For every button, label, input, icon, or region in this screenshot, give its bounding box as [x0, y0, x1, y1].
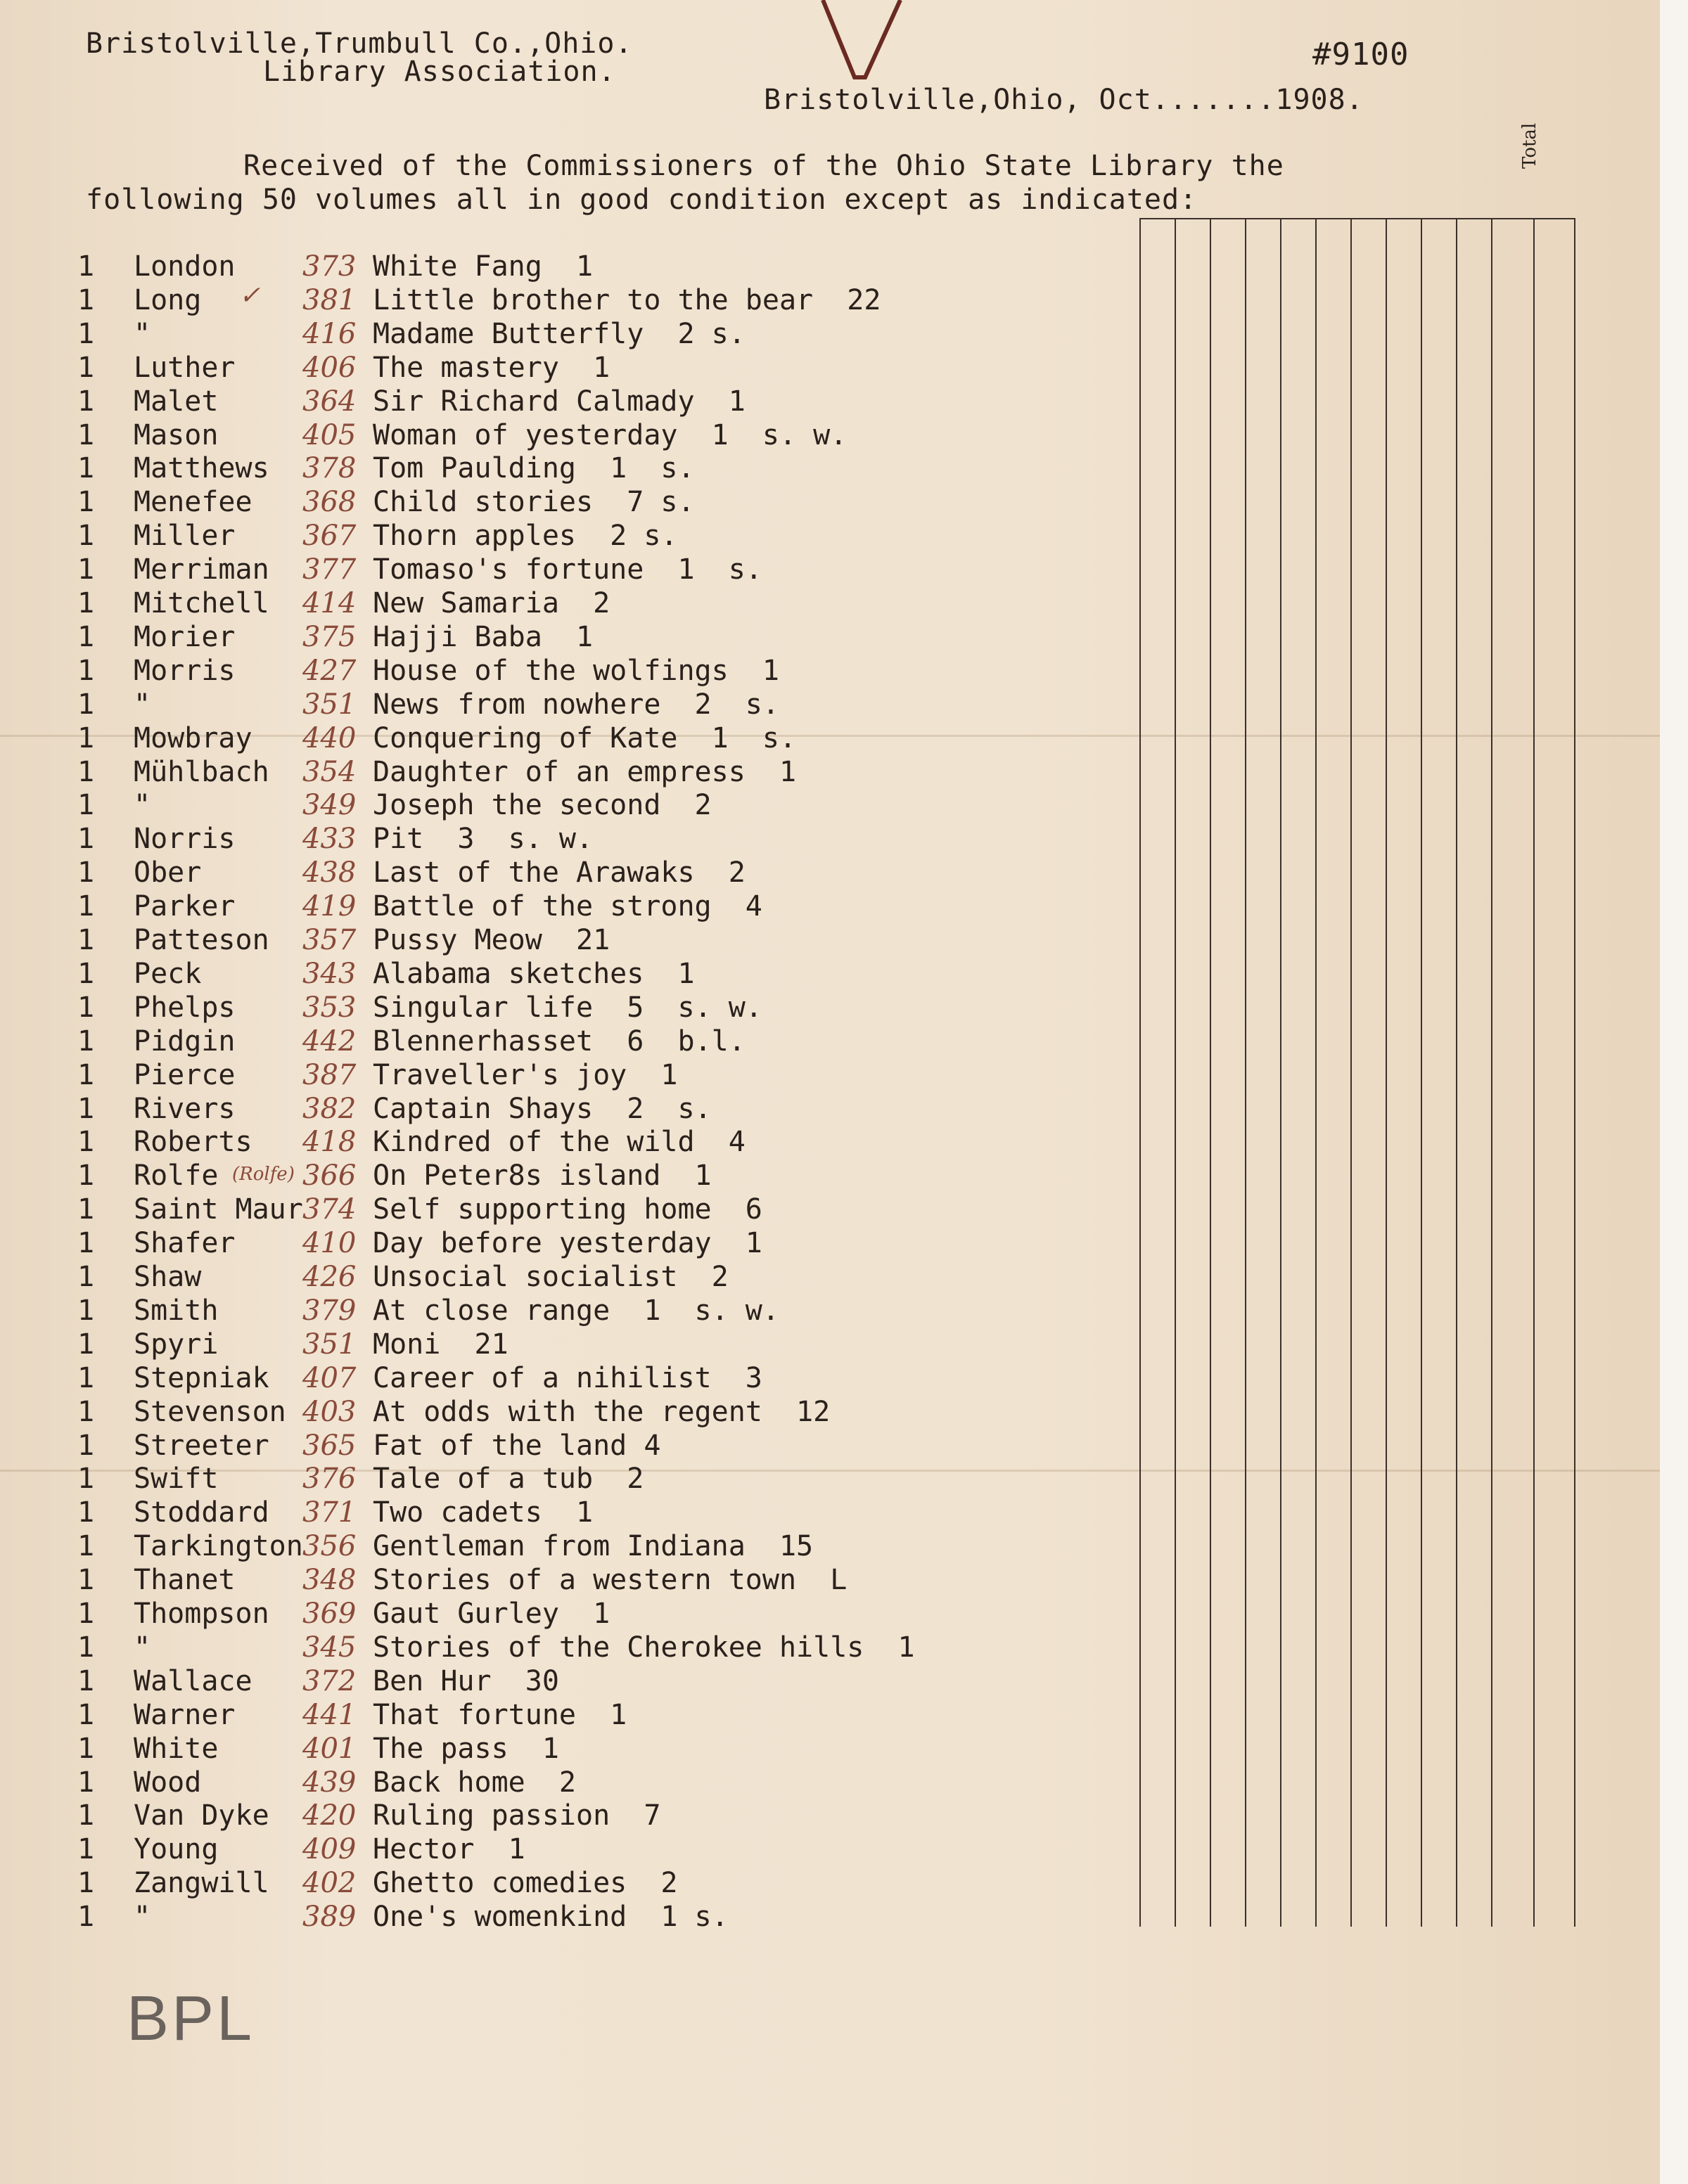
entry-accession-number: 439 [302, 1766, 357, 1799]
grid-column-line [1533, 218, 1535, 1927]
list-item [77, 1529, 1132, 1563]
list-item [77, 620, 1132, 654]
entry-accession-number: 406 [302, 352, 357, 384]
entry-quantity: 1 [77, 1530, 95, 1562]
entry-title: That fortune 1 [373, 1699, 627, 1731]
entry-author: Morris [134, 655, 236, 687]
entry-accession-number: 389 [302, 1901, 357, 1933]
entry-author: Malet [134, 385, 219, 418]
entry-accession-number: 348 [302, 1564, 357, 1596]
list-item [77, 1597, 1132, 1631]
list-item [77, 250, 1132, 283]
entry-accession-number: 353 [302, 991, 357, 1024]
entry-title: Joseph the second 2 [373, 789, 712, 821]
entry-accession-number: 440 [302, 722, 357, 754]
entry-title: Traveller's joy 1 [373, 1059, 678, 1091]
entry-author: Shafer [134, 1227, 236, 1259]
entry-author: Roberts [134, 1126, 252, 1158]
list-item [77, 1328, 1132, 1361]
entry-title: Last of the Arawaks 2 [373, 856, 746, 889]
entry-accession-number: 367 [302, 520, 357, 552]
entry-title: Ghetto comedies 2 [373, 1867, 678, 1899]
entry-quantity: 1 [77, 621, 95, 653]
entry-quantity: 1 [77, 1430, 95, 1462]
entry-quantity: 1 [77, 1126, 95, 1158]
entry-title: Madame Butterfly 2 s. [373, 318, 746, 350]
entry-quantity: 1 [77, 1833, 95, 1865]
entry-quantity: 1 [77, 318, 95, 350]
entry-quantity: 1 [77, 1564, 95, 1596]
entry-quantity: 1 [77, 1295, 95, 1327]
list-item [77, 385, 1132, 418]
entry-quantity: 1 [77, 655, 95, 687]
entry-accession-number: 356 [302, 1530, 357, 1562]
entry-quantity: 1 [77, 756, 95, 788]
entry-quantity: 1 [77, 1160, 95, 1192]
entry-accession-number: 407 [302, 1362, 357, 1394]
entry-quantity: 1 [77, 823, 95, 855]
list-item [77, 418, 1132, 452]
list-item [77, 586, 1132, 620]
entry-author: Thanet [134, 1564, 236, 1596]
entry-quantity: 1 [77, 1227, 95, 1259]
entry-quantity: 1 [77, 1193, 95, 1226]
entry-quantity: 1 [77, 688, 95, 721]
entry-accession-number: 379 [302, 1295, 357, 1327]
entry-title: One's womenkind 1 s. [373, 1901, 729, 1933]
rolfe-note: (Rolfe) [232, 1164, 295, 1185]
entry-author: Peck [134, 958, 202, 990]
grid-column-line [1210, 218, 1211, 1927]
entry-accession-number: 427 [302, 655, 357, 687]
entry-accession-number: 366 [302, 1160, 357, 1192]
list-item [77, 1496, 1132, 1529]
entry-author: Spyri [134, 1328, 219, 1361]
entry-quantity: 1 [77, 1396, 95, 1428]
grid-column-line [1315, 218, 1317, 1927]
list-item [77, 351, 1132, 385]
entry-author: Patteson [134, 924, 269, 956]
entry-quantity: 1 [77, 1665, 95, 1697]
entry-accession-number: 369 [302, 1598, 357, 1630]
entry-title: Captain Shays 2 s. [373, 1093, 712, 1125]
grid-column-line [1574, 218, 1575, 1927]
entry-quantity: 1 [77, 958, 95, 990]
entry-author: Rivers [134, 1093, 236, 1125]
list-item [77, 1125, 1132, 1159]
entry-author: Pierce [134, 1059, 236, 1091]
entry-accession-number: 442 [302, 1025, 357, 1058]
entry-accession-number: 418 [302, 1126, 357, 1158]
entry-title: At close range 1 s. w. [373, 1295, 779, 1327]
entry-title: Kindred of the wild 4 [373, 1126, 746, 1158]
entry-title: Thorn apples 2 s. [373, 520, 678, 552]
list-item [77, 1361, 1132, 1395]
entry-title: New Samaria 2 [373, 587, 610, 619]
entry-quantity: 1 [77, 1901, 95, 1933]
entry-quantity: 1 [77, 452, 95, 484]
entry-author: Long [134, 284, 202, 316]
entry-author: Menefee [134, 486, 252, 518]
entry-accession-number: 402 [302, 1867, 357, 1899]
entry-accession-number: 409 [302, 1833, 357, 1865]
entry-title: Career of a nihilist 3 [373, 1362, 762, 1394]
entry-accession-number: 351 [302, 1328, 357, 1361]
page-edge [1660, 0, 1688, 2184]
list-item [77, 1866, 1132, 1900]
entry-author: Luther [134, 352, 236, 384]
entry-quantity: 1 [77, 856, 95, 889]
intro-line-2: following 50 volumes all in good condition except as indicated: [86, 184, 1198, 216]
entry-quantity: 1 [77, 1598, 95, 1630]
entry-title: Tomaso's fortune 1 s. [373, 553, 762, 586]
grid-column-line [1491, 218, 1492, 1927]
entry-accession-number: 410 [302, 1227, 357, 1259]
list-item [77, 957, 1132, 991]
entry-title: Ben Hur 30 [373, 1665, 559, 1697]
entry-title: Moni 21 [373, 1328, 509, 1361]
grid-column-line [1350, 218, 1352, 1927]
grid-column-line [1245, 218, 1246, 1927]
org-line-2: Library Association. [263, 56, 616, 88]
entry-accession-number: 345 [302, 1631, 357, 1664]
entry-title: Conquering of Kate 1 s. [373, 722, 797, 754]
list-item [77, 654, 1132, 688]
entry-author: Stevenson [134, 1396, 286, 1428]
entry-title: Gentleman from Indiana 15 [373, 1530, 814, 1562]
entry-quantity: 1 [77, 1328, 95, 1361]
entry-accession-number: 374 [302, 1193, 357, 1226]
entry-title: Hajji Baba 1 [373, 621, 594, 653]
entry-title: Hector 1 [373, 1833, 525, 1865]
total-column-label: Total [1519, 122, 1540, 169]
grid-column-line [1421, 218, 1422, 1927]
entry-title: Pussy Meow 21 [373, 924, 610, 956]
entry-author: Stoddard [134, 1496, 269, 1529]
entry-title: News from nowhere 2 s. [373, 688, 779, 721]
entry-accession-number: 420 [302, 1799, 357, 1832]
entry-author: Mowbray [134, 722, 252, 754]
entry-author: Phelps [134, 991, 236, 1024]
list-item [77, 1429, 1132, 1463]
list-item [77, 1563, 1132, 1597]
entry-author: Rolfe [134, 1160, 219, 1192]
entry-author: Mitchell [134, 587, 269, 619]
list-item [77, 721, 1132, 755]
list-item [77, 485, 1132, 519]
entry-author: " [134, 789, 151, 821]
list-item [77, 788, 1132, 822]
entry-accession-number: 414 [302, 587, 357, 619]
entry-title: White Fang 1 [373, 250, 594, 283]
list-item [77, 1024, 1132, 1058]
entry-author: Tarkington [134, 1530, 303, 1562]
entry-quantity: 1 [77, 419, 95, 451]
list-item [77, 1092, 1132, 1126]
grid-column-line [1280, 218, 1281, 1927]
list-item [77, 991, 1132, 1024]
entry-quantity: 1 [77, 250, 95, 283]
entry-title: Unsocial socialist 2 [373, 1261, 729, 1293]
entry-accession-number: 382 [302, 1093, 357, 1125]
entry-quantity: 1 [77, 1362, 95, 1394]
list-item [77, 1462, 1132, 1496]
entry-accession-number: 378 [302, 452, 357, 484]
entry-title: Ruling passion 7 [373, 1799, 661, 1832]
entry-title: On Peter8s island 1 [373, 1160, 712, 1192]
entry-author: Miller [134, 520, 236, 552]
list-item [77, 451, 1132, 485]
grid-column-line [1386, 218, 1387, 1927]
entry-title: Self supporting home 6 [373, 1193, 762, 1226]
list-item [77, 283, 1132, 317]
entry-quantity: 1 [77, 385, 95, 418]
entry-quantity: 1 [77, 890, 95, 923]
entry-accession-number: 401 [302, 1733, 357, 1765]
entry-author: Wood [134, 1766, 202, 1799]
check-mark: ✓ [239, 281, 261, 310]
entry-title: Gaut Gurley 1 [373, 1598, 610, 1630]
entry-accession-number: 377 [302, 553, 357, 586]
entry-accession-number: 375 [302, 621, 357, 653]
entry-title: Tom Paulding 1 s. [373, 452, 695, 484]
entry-accession-number: 387 [302, 1059, 357, 1091]
list-item [77, 553, 1132, 586]
grid-column-line [1175, 218, 1176, 1927]
list-item [77, 519, 1132, 553]
list-item [77, 1294, 1132, 1328]
entry-accession-number: 373 [302, 250, 357, 283]
list-item [77, 889, 1132, 923]
list-item [77, 1631, 1132, 1664]
list-item [77, 1058, 1132, 1092]
entry-title: Pit 3 s. w. [373, 823, 594, 855]
list-item [77, 1193, 1132, 1226]
entry-accession-number: 419 [302, 890, 357, 923]
entry-title: Alabama sketches 1 [373, 958, 695, 990]
entry-author: " [134, 318, 151, 350]
entry-accession-number: 365 [302, 1430, 357, 1462]
list-item [77, 856, 1132, 889]
list-item [77, 688, 1132, 721]
entry-title: Tale of a tub 2 [373, 1463, 644, 1495]
intro-line-1: Received of the Commissioners of the Ohio State Library the [243, 150, 1284, 182]
entry-accession-number: 357 [302, 924, 357, 956]
entry-author: Mason [134, 419, 219, 451]
entry-accession-number: 349 [302, 789, 357, 821]
entry-quantity: 1 [77, 486, 95, 518]
list-item [77, 1799, 1132, 1832]
entry-quantity: 1 [77, 789, 95, 821]
entry-author: Parker [134, 890, 236, 923]
entry-accession-number: 381 [302, 284, 357, 316]
entry-title: House of the wolfings 1 [373, 655, 779, 687]
list-item [77, 1900, 1132, 1934]
entry-quantity: 1 [77, 1799, 95, 1832]
entry-accession-number: 403 [302, 1396, 357, 1428]
entry-title: Child stories 7 s. [373, 486, 695, 518]
entry-quantity: 1 [77, 924, 95, 956]
entry-title: Daughter of an empress 1 [373, 756, 797, 788]
entry-title: Back home 2 [373, 1766, 576, 1799]
entry-accession-number: 364 [302, 385, 357, 418]
entry-author: Pidgin [134, 1025, 236, 1058]
entry-author: London [134, 250, 236, 283]
entry-quantity: 1 [77, 1496, 95, 1529]
entry-quantity: 1 [77, 587, 95, 619]
entry-author: Shaw [134, 1261, 202, 1293]
entry-quantity: 1 [77, 991, 95, 1024]
entry-quantity: 1 [77, 1093, 95, 1125]
entry-quantity: 1 [77, 1867, 95, 1899]
entry-quantity: 1 [77, 520, 95, 552]
entry-author: Merriman [134, 553, 269, 586]
entry-accession-number: 416 [302, 318, 357, 350]
org-line-1: Bristolville,Trumbull Co.,Ohio. [86, 27, 633, 60]
entry-quantity: 1 [77, 1059, 95, 1091]
entry-quantity: 1 [77, 1261, 95, 1293]
entry-title: Stories of a western town L [373, 1564, 848, 1596]
entry-title: Two cadets 1 [373, 1496, 594, 1529]
entry-author: Stepniak [134, 1362, 269, 1394]
entry-quantity: 1 [77, 1733, 95, 1765]
entry-author: " [134, 1631, 151, 1664]
entry-title: At odds with the regent 12 [373, 1396, 831, 1428]
entry-accession-number: 426 [302, 1261, 357, 1293]
place-date: Bristolville,Ohio, Oct.......1908. [764, 84, 1364, 116]
list-item [77, 317, 1132, 351]
list-item [77, 923, 1132, 957]
list-item [77, 1732, 1132, 1766]
library-watermark: BPL [127, 1984, 255, 2054]
entry-accession-number: 405 [302, 419, 357, 451]
entry-quantity: 1 [77, 1699, 95, 1731]
entry-author: Saint Maur [134, 1193, 303, 1226]
list-item [77, 822, 1132, 856]
entry-title: Sir Richard Calmady 1 [373, 385, 746, 418]
list-item [77, 1226, 1132, 1260]
entry-author: Warner [134, 1699, 236, 1731]
entry-title: Little brother to the bear 22 [373, 284, 881, 316]
list-item [77, 1395, 1132, 1429]
entry-author: Wallace [134, 1665, 252, 1697]
entry-accession-number: 441 [302, 1699, 357, 1731]
entry-accession-number: 354 [302, 756, 357, 788]
entry-title: Blennerhasset 6 b.l. [373, 1025, 746, 1058]
entry-quantity: 1 [77, 1631, 95, 1664]
entry-author: Matthews [134, 452, 269, 484]
list-item [77, 1260, 1132, 1294]
entry-title: The pass 1 [373, 1733, 559, 1765]
entry-author: Streeter [134, 1430, 269, 1462]
entry-quantity: 1 [77, 284, 95, 316]
entry-author: Ober [134, 856, 202, 889]
list-item [77, 1698, 1132, 1732]
entry-title: Fat of the land 4 [373, 1430, 661, 1462]
entry-title: Battle of the strong 4 [373, 890, 762, 923]
entry-author: Thompson [134, 1598, 269, 1630]
entry-quantity: 1 [77, 722, 95, 754]
entry-author: " [134, 1901, 151, 1933]
grid-column-line [1456, 218, 1457, 1927]
entry-quantity: 1 [77, 352, 95, 384]
entry-quantity: 1 [77, 1463, 95, 1495]
entry-author: Smith [134, 1295, 219, 1327]
entry-title: Stories of the Cherokee hills 1 [373, 1631, 915, 1664]
entry-accession-number: 371 [302, 1496, 357, 1529]
list-item [77, 1664, 1132, 1698]
entry-accession-number: 376 [302, 1463, 357, 1495]
entry-accession-number: 433 [302, 823, 357, 855]
document-number: #9100 [1312, 37, 1409, 72]
ink-mark-icon [816, 0, 942, 91]
entry-author: Morier [134, 621, 236, 653]
entry-author: White [134, 1733, 219, 1765]
entry-accession-number: 438 [302, 856, 357, 889]
entry-author: " [134, 688, 151, 721]
list-item [77, 755, 1132, 789]
entry-author: Swift [134, 1463, 219, 1495]
entry-author: Van Dyke [134, 1799, 269, 1832]
entry-title: Woman of yesterday 1 s. w. [373, 419, 848, 451]
entry-quantity: 1 [77, 553, 95, 586]
entry-quantity: 1 [77, 1766, 95, 1799]
tally-grid [1139, 218, 1575, 1927]
list-item [77, 1832, 1132, 1866]
grid-column-line [1139, 218, 1141, 1927]
grid-top-line [1139, 218, 1575, 219]
entry-title: The mastery 1 [373, 352, 610, 384]
entry-quantity: 1 [77, 1025, 95, 1058]
entry-title: Day before yesterday 1 [373, 1227, 762, 1259]
entry-accession-number: 343 [302, 958, 357, 990]
list-item [77, 1766, 1132, 1799]
entry-author: Norris [134, 823, 236, 855]
entry-author: Young [134, 1833, 219, 1865]
entry-author: Mühlbach [134, 756, 269, 788]
entry-accession-number: 372 [302, 1665, 357, 1697]
entry-accession-number: 368 [302, 486, 357, 518]
entry-author: Zangwill [134, 1867, 269, 1899]
entry-accession-number: 351 [302, 688, 357, 721]
entry-title: Singular life 5 s. w. [373, 991, 762, 1024]
